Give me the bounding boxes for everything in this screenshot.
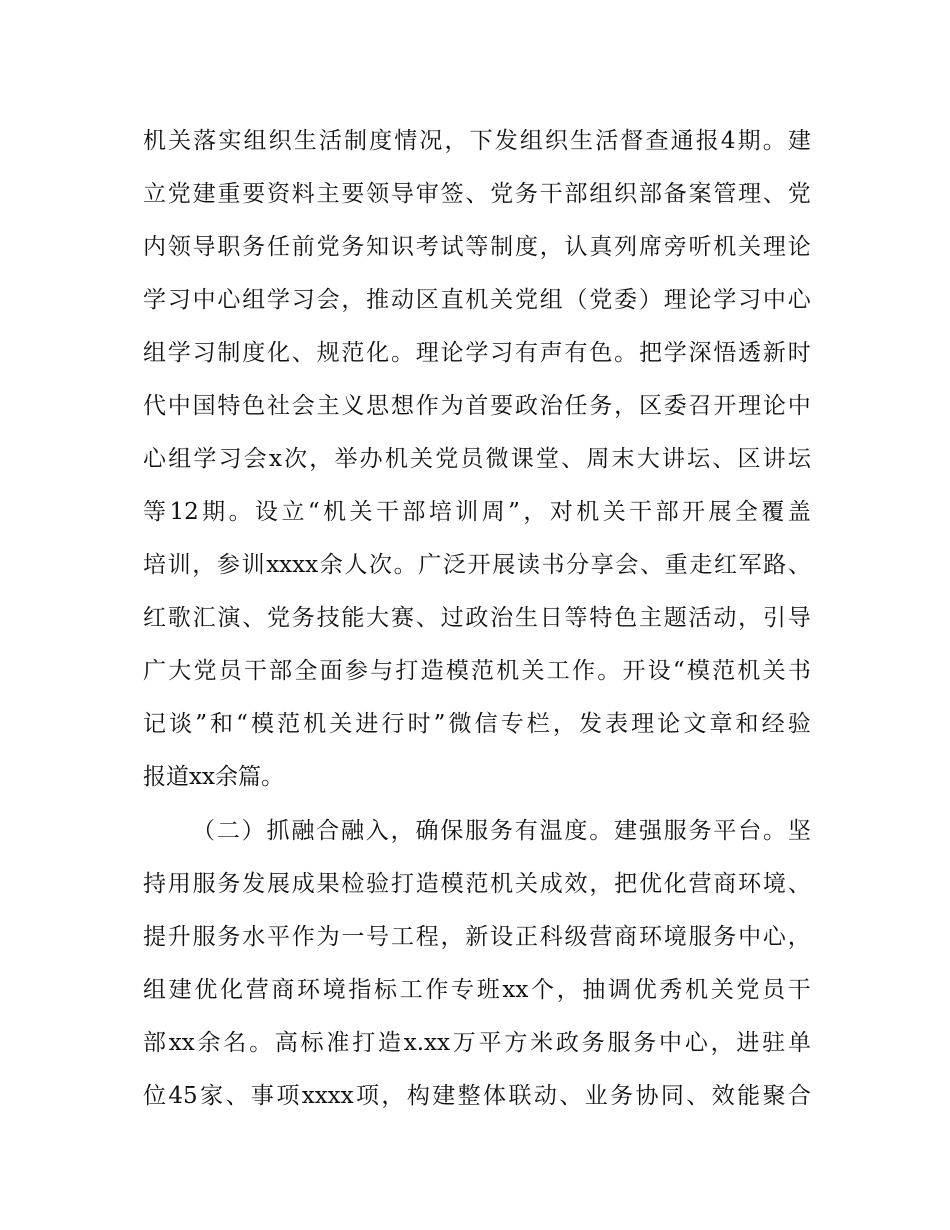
text-line: 组 学 习 制 度 化 、 规 范 化 。 理 论 学 习 有 声 有 色 。 把 学 深 悟 透 新 时 xyxy=(143,340,811,366)
text-line: 机 关 落 实 组 织 生 活 制 度 情 况 ， 下 发 组 织 生 活 督 查 通 报 4 期 。 建 xyxy=(143,128,811,154)
text-line: 位 45 家 、 事 项 xxxx 项 ， 构 建 整 体 联 动 、 业 务 协 同 、 效 能 聚 合 xyxy=(143,1083,811,1109)
text-line: 提 升 服 务 水 平 作 为 一 号 工 程 ， 新 设 正 科 级 营 商 环 境 服 务 中 心 ， xyxy=(143,924,811,950)
text-line: 等 12 期 。 设 立 “ 机 关 干 部 培 训 周 ” ， 对 机 关 干 部 开 展 全 覆 盖 xyxy=(143,499,811,525)
text-line: 广 大 党 员 干 部 全 面 参 与 打 造 模 范 机 关 工 作 。 开 设 “ 模 范 机 关 书 xyxy=(143,658,811,684)
text-line: 报道xx余篇。 xyxy=(143,764,284,790)
text-line: 组 建 优 化 营 商 环 境 指 标 工 作 专 班 xx 个 ， 抽 调 优 秀 机 关 党 员 干 xyxy=(143,977,811,1003)
text-line: 持 用 服 务 发 展 成 果 检 验 打 造 模 范 机 关 成 效 ， 把 优 化 营 商 环 境 、 xyxy=(143,871,811,897)
text-line: 部 xx 余 名 。 高 标 准 打 造 x.xx 万 平 方 米 政 务 服 务 中 心 ， 进 驻 单 xyxy=(143,1030,811,1056)
text-line: （ 二 ） 抓 融 合 融 入 ， 确 保 服 务 有 温 度 。 建 强 服 务 平 台 。 坚 xyxy=(192,818,811,844)
text-line: 红 歌 汇 演 、 党 务 技 能 大 赛 、 过 政 治 生 日 等 特 色 主 题 活 动 ， 引 导 xyxy=(143,605,811,631)
text-line: 记 谈 ” 和 “ 模 范 机 关 进 行 时 ” 微 信 专 栏 ， 发 表 理 论 文 章 和 经 验 xyxy=(143,711,811,737)
text-line: 代 中 国 特 色 社 会 主 义 思 想 作 为 首 要 政 治 任 务 ， 区 委 召 开 理 论 中 xyxy=(143,393,811,419)
text-line: 内 领 导 职 务 任 前 党 务 知 识 考 试 等 制 度 ， 认 真 列 席 旁 听 机 关 理 论 xyxy=(143,234,811,260)
text-line: 立 党 建 重 要 资 料 主 要 领 导 审 签 、 党 务 干 部 组 织 部 备 案 管 理 、 党 xyxy=(143,181,811,207)
text-line: 培 训 ， 参 训 xxxx 余 人 次 。 广 泛 开 展 读 书 分 享 会 、 重 走 红 军 路 、 xyxy=(143,552,811,578)
text-line: 心 组 学 习 会 x 次 ， 举 办 机 关 党 员 微 课 堂 、 周 末 大 讲 坛 、 区 讲 坛 xyxy=(143,446,811,472)
text-line: 学 习 中 心 组 学 习 会 ， 推 动 区 直 机 关 党 组 （ 党 委 ） 理 论 学 习 中 心 xyxy=(143,287,811,313)
